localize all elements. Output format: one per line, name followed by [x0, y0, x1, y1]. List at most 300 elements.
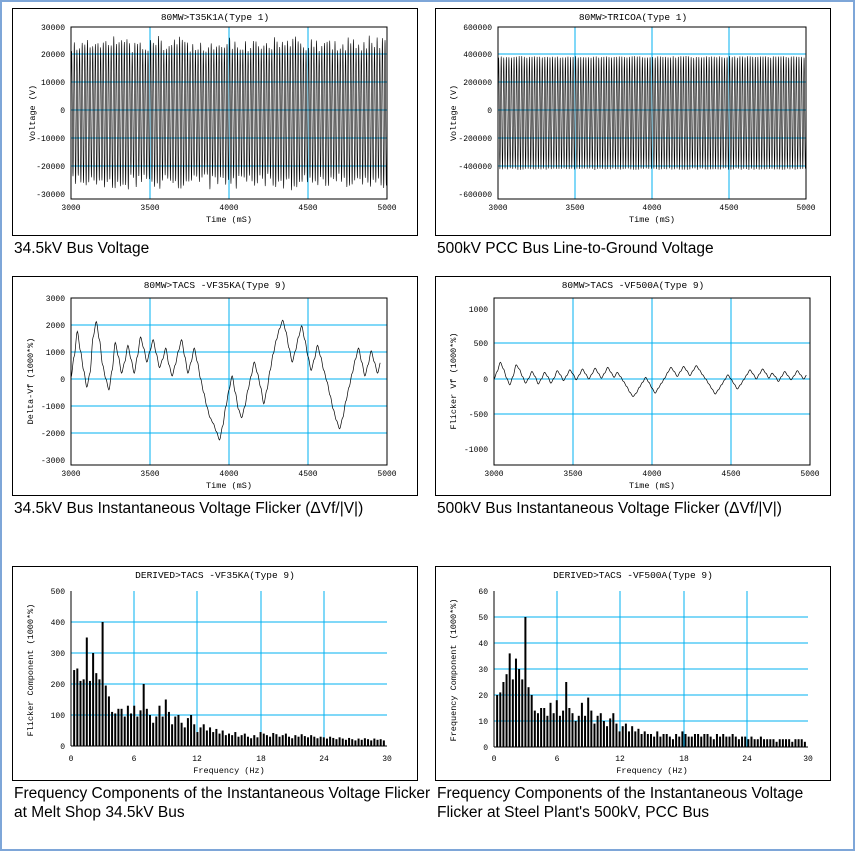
spectrum-bar [499, 692, 501, 747]
x-tick-label: 3500 [140, 204, 160, 213]
spectrum-bar [757, 739, 759, 747]
spectrum-bar [644, 731, 646, 747]
spectrum-bar [675, 734, 677, 747]
spectrum-bar [716, 734, 718, 747]
spectrum-bar [619, 731, 621, 747]
x-tick-label: 3000 [484, 470, 504, 479]
y-axis-label: Delta-Vf (1000*%) [26, 337, 36, 425]
spectrum-bar [521, 679, 523, 747]
spectrum-bar [241, 735, 243, 746]
x-tick-label: 4000 [642, 204, 662, 213]
y-tick-label: -2000 [40, 430, 65, 439]
x-tick-label: 0 [68, 755, 74, 764]
y-tick-label: -400000 [458, 163, 492, 172]
x-tick-label: 4500 [719, 204, 739, 213]
y-tick-label: 3000 [45, 295, 65, 304]
spectrum-bar [361, 740, 363, 746]
spectrum-bar [260, 732, 262, 746]
spectrum-bar [288, 737, 290, 746]
spectrum-bar [528, 687, 530, 747]
spectrum-bar [798, 739, 800, 747]
spectrum-bar [512, 679, 514, 747]
spectrum-bar [593, 724, 595, 747]
spectrum-bar [83, 679, 85, 746]
spectrum-bar [320, 737, 322, 746]
spectrum-bar [804, 742, 806, 747]
spectrum-bar [152, 723, 154, 746]
y-tick-label: 500 [473, 340, 488, 349]
spectrum-bar [269, 737, 271, 746]
flicker-trace [71, 320, 380, 440]
spectrum-bar [158, 706, 160, 746]
x-tick-label: 12 [192, 755, 202, 764]
spectrum-bar [237, 737, 239, 746]
y-tick-label: 200 [50, 681, 65, 690]
spectrum-bar [219, 734, 221, 746]
spectrum-bars [496, 617, 806, 747]
y-tick-label: 1000 [45, 349, 65, 358]
y-tick-label: 30000 [40, 24, 65, 33]
spectrum-bar [550, 703, 552, 747]
spectrum-bar [543, 708, 545, 747]
plot-title: 80MW>TACS -VF35KA(Type 9) [143, 280, 287, 291]
x-tick-label: 5000 [800, 470, 820, 479]
spectrum-bar [631, 726, 633, 747]
spectrum-bar [326, 739, 328, 746]
spectrum-bar [772, 739, 774, 747]
spectrum-bar [572, 713, 574, 747]
y-tick-label: 50 [478, 614, 488, 623]
spectrum-bar [323, 737, 325, 746]
panel-caption: Frequency Components of the Instantaneous Voltage Flicker at Melt Shop 34.5kV Bus [14, 785, 431, 821]
spectrum-bar [534, 711, 536, 747]
x-tick-label: 6 [131, 755, 137, 764]
spectrum-bar [650, 734, 652, 747]
spectrum-bar [79, 681, 81, 746]
x-axis-label: Time (mS) [629, 215, 675, 225]
spectrum-bar [86, 638, 88, 747]
spectrum-bar [681, 731, 683, 747]
y-tick-label: 20 [478, 692, 488, 701]
y-tick-label: 200000 [463, 79, 492, 88]
spectrum-bar [367, 739, 369, 746]
spectrum-bar [713, 739, 715, 747]
spectrum-bar [531, 695, 533, 747]
spectrum-bar [332, 738, 334, 746]
spectrum-bar [641, 734, 643, 747]
spectrum-bar [518, 669, 520, 747]
spectrum-bar [95, 673, 97, 746]
spectrum-bar [540, 708, 542, 747]
x-axis-label: Frequency (Hz) [193, 766, 265, 776]
x-tick-label: 3500 [140, 470, 160, 479]
y-tick-label: 10 [478, 718, 488, 727]
spectrum-bar [609, 718, 611, 747]
spectrum-bar [206, 731, 208, 747]
y-tick-label: 1000 [468, 306, 488, 315]
spectrum-bar [663, 734, 665, 747]
y-tick-label: -20000 [36, 163, 65, 172]
plot-500kv-flicker [435, 276, 831, 496]
x-tick-label: 0 [491, 755, 497, 764]
spectrum-bar [622, 726, 624, 747]
spectrum-bar [741, 737, 743, 747]
spectrum-bar [165, 700, 167, 747]
y-tick-label: 2000 [45, 322, 65, 331]
panel-grid [12, 8, 847, 847]
spectrum-bar [581, 703, 583, 747]
y-tick-label: 400 [50, 619, 65, 628]
spectrum-bar [329, 737, 331, 746]
spectrum-bar [565, 682, 567, 747]
spectrum-bar [732, 734, 734, 747]
spectrum-bar [146, 709, 148, 746]
y-tick-label: 10000 [40, 79, 65, 88]
spectrum-bar [612, 713, 614, 747]
spectrum-bar [794, 739, 796, 747]
spectrum-bar [776, 742, 778, 747]
y-tick-label: 20000 [40, 51, 65, 60]
x-tick-label: 3000 [488, 204, 508, 213]
spectrum-bar [291, 738, 293, 746]
spectrum-bar [637, 729, 639, 747]
plot-title: 80MW>TACS -VF500A(Type 9) [561, 280, 705, 291]
y-tick-label: 100 [50, 712, 65, 721]
spectrum-bar [111, 712, 113, 746]
spectrum-bar [710, 737, 712, 747]
spectrum-bar [694, 734, 696, 747]
spectrum-bar [140, 710, 142, 746]
spectrum-bar [750, 737, 752, 747]
spectrum-bar [559, 716, 561, 747]
spectrum-bar [149, 715, 151, 746]
x-tick-label: 3000 [61, 204, 81, 213]
spectrum-bar [171, 724, 173, 746]
spectrum-bar [587, 698, 589, 747]
spectrum-bar [200, 727, 202, 746]
spectrum-bar [656, 731, 658, 747]
y-tick-label: 300 [50, 650, 65, 659]
spectrum-bar [121, 709, 123, 746]
spectrum-bar [606, 726, 608, 747]
spectrum-bar [117, 709, 119, 746]
plot-title: DERIVED>TACS -VF35KA(Type 9) [135, 570, 295, 581]
spectrum-bar [546, 716, 548, 747]
spectrum-bar [744, 737, 746, 747]
spectrum-bar [691, 737, 693, 747]
y-tick-label: -1000 [40, 403, 65, 412]
panel-caption: 500kV Bus Instantaneous Voltage Flicker (ΔVf/|V|) [437, 500, 782, 517]
x-tick-label: 5000 [796, 204, 816, 213]
spectrum-bar [231, 735, 233, 746]
spectrum-bar [272, 733, 274, 746]
spectrum-bar [659, 737, 661, 747]
spectrum-bar [722, 734, 724, 747]
x-axis-label: Time (mS) [206, 481, 252, 491]
spectrum-bar [181, 723, 183, 746]
spectrum-bar [187, 718, 189, 746]
spectrum-bar [782, 739, 784, 747]
y-axis-label: Flicker Vf (1000*%) [449, 332, 459, 430]
spectrum-bar [763, 739, 765, 747]
plot-title: DERIVED>TACS -VF500A(Type 9) [553, 570, 713, 581]
x-tick-label: 18 [256, 755, 266, 764]
spectrum-bar [234, 732, 236, 746]
spectrum-bar [735, 737, 737, 747]
spectrum-bar [578, 716, 580, 747]
y-tick-label: -10000 [36, 135, 65, 144]
y-tick-label: -200000 [458, 135, 492, 144]
spectrum-bar [162, 717, 164, 746]
x-tick-label: 4500 [721, 470, 741, 479]
spectrum-bar [625, 724, 627, 747]
spectrum-bar [215, 729, 217, 746]
spectrum-bar [313, 737, 315, 746]
spectrum-bar [92, 653, 94, 746]
spectrum-bar [666, 734, 668, 747]
spectrum-bar [779, 739, 781, 747]
spectrum-bar [553, 713, 555, 747]
y-tick-label: 500 [50, 588, 65, 597]
spectrum-bar [294, 735, 296, 746]
panel-500kv-spectrum [435, 566, 847, 847]
spectrum-bar [256, 737, 258, 746]
spectrum-bar [212, 732, 214, 746]
x-tick-label: 4000 [219, 470, 239, 479]
spectrum-bar [190, 715, 192, 746]
y-tick-label: -600000 [458, 191, 492, 200]
spectrum-bar [515, 659, 517, 747]
spectrum-bar [193, 724, 195, 746]
x-tick-label: 18 [679, 755, 689, 764]
spectrum-bar [102, 622, 104, 746]
plot-34kv-flicker [12, 276, 418, 496]
spectrum-bar [653, 737, 655, 747]
spectrum-bar [177, 715, 179, 746]
spectrum-bar [358, 739, 360, 746]
plot-title: 80MW>TRICOA(Type 1) [578, 12, 688, 23]
y-tick-label: 0 [60, 743, 65, 752]
x-axis-label: Time (mS) [206, 215, 252, 225]
plot-canvas [436, 567, 830, 780]
panel-34kv-spectrum [12, 566, 435, 847]
y-axis-label: Flicker Component (1000*%) [26, 603, 36, 737]
y-tick-label: 0 [483, 744, 488, 753]
spectrum-bar [791, 742, 793, 747]
y-axis-label: Voltage (V) [28, 84, 38, 142]
spectrum-bar [174, 717, 176, 746]
spectrum-bar [155, 717, 157, 746]
spectrum-bar [747, 739, 749, 747]
panel-500kv-flicker [435, 276, 847, 566]
spectrum-bar [370, 740, 372, 746]
spectrum-bar [703, 734, 705, 747]
y-tick-label: 0 [483, 376, 488, 385]
spectrum-bar [496, 695, 498, 747]
spectrum-bar [647, 734, 649, 747]
spectrum-bar [354, 740, 356, 746]
spectrum-bar [383, 740, 385, 746]
spectrum-bar [669, 737, 671, 747]
spectrum-bar [348, 738, 350, 746]
plot-34kv-bus-voltage [12, 8, 418, 236]
spectrum-bar [76, 669, 78, 747]
spectrum-bar [719, 737, 721, 747]
spectrum-bar [685, 734, 687, 747]
x-tick-label: 3000 [61, 470, 81, 479]
spectrum-bar [247, 737, 249, 746]
y-tick-label: 0 [487, 107, 492, 116]
x-tick-label: 4500 [298, 470, 318, 479]
x-axis-label: Time (mS) [629, 481, 675, 491]
spectrum-bar [203, 724, 205, 746]
spectrum-bar [184, 727, 186, 746]
panel-caption: 500kV PCC Bus Line-to-Ground Voltage [437, 240, 714, 257]
x-tick-label: 30 [382, 755, 392, 764]
spectrum-bar [225, 735, 227, 746]
spectrum-bar [73, 670, 75, 746]
spectrum-bar [509, 653, 511, 747]
y-axis-label: Voltage (V) [449, 84, 459, 142]
spectrum-bar [556, 700, 558, 747]
panel-caption: Frequency Components of the Instantaneous Voltage Flicker at Steel Plant's 500kV, PCC Bus [437, 785, 804, 821]
spectrum-bar [279, 737, 281, 746]
spectrum-bar [98, 679, 100, 746]
spectrum-bar [136, 717, 138, 746]
y-tick-label: 400000 [463, 51, 492, 60]
plot-canvas [13, 277, 417, 495]
spectrum-bar [769, 739, 771, 747]
spectrum-bar [785, 739, 787, 747]
spectrum-bar [244, 734, 246, 746]
spectrum-bar [275, 734, 277, 746]
spectrum-bar [738, 739, 740, 747]
spectrum-bar [373, 739, 375, 746]
spectrum-bar [298, 737, 300, 746]
spectrum-bar [282, 735, 284, 746]
spectrum-bar [377, 740, 379, 746]
spectrum-bar [196, 732, 198, 746]
spectrum-bar [688, 737, 690, 747]
spectrum-bar [301, 734, 303, 746]
spectrum-bar [339, 737, 341, 746]
spectrum-bar [351, 739, 353, 746]
spectrum-bar [342, 739, 344, 746]
spectrum-bar [266, 735, 268, 746]
spectrum-bar [108, 696, 110, 746]
x-tick-label: 3500 [565, 204, 585, 213]
spectrum-bar [788, 739, 790, 747]
x-axis-label: Frequency (Hz) [616, 766, 688, 776]
plot-canvas [13, 567, 417, 780]
spectrum-bar [130, 713, 132, 746]
spectrum-bar [143, 684, 145, 746]
spectrum-bar [310, 735, 312, 746]
x-tick-label: 24 [742, 755, 752, 764]
spectrum-bar [615, 724, 617, 747]
spectrum-bar [678, 737, 680, 747]
spectrum-bar [105, 686, 107, 746]
spectrum-bar [209, 727, 211, 746]
x-tick-label: 3500 [563, 470, 583, 479]
panel-500kv-pcc-voltage [435, 8, 847, 276]
spectrum-bar [537, 713, 539, 747]
y-tick-label: -500 [468, 411, 488, 420]
spectrum-bar [307, 737, 309, 746]
spectrum-bar [124, 717, 126, 746]
spectrum-bar [250, 738, 252, 746]
x-tick-label: 6 [554, 755, 560, 764]
spectrum-bar [801, 739, 803, 747]
spectrum-bar [502, 682, 504, 747]
spectrum-bar [575, 721, 577, 747]
spectrum-bar [263, 734, 265, 746]
plot-500kv-spectrum [435, 566, 831, 781]
spectrum-bar [766, 739, 768, 747]
x-tick-label: 5000 [377, 204, 397, 213]
y-tick-label: 600000 [463, 24, 492, 33]
spectrum-bar [304, 736, 306, 746]
spectrum-bar [364, 738, 366, 746]
x-tick-label: 24 [319, 755, 329, 764]
spectrum-bar [600, 713, 602, 747]
spectrum-bar [506, 674, 508, 747]
spectrum-bar [524, 617, 526, 747]
y-tick-label: -30000 [36, 191, 65, 200]
y-tick-label: 40 [478, 640, 488, 649]
spectrum-bar [707, 734, 709, 747]
spectrum-bar [597, 716, 599, 747]
spectrum-bar [228, 734, 230, 746]
x-tick-label: 30 [803, 755, 813, 764]
spectrum-bar [345, 740, 347, 746]
y-tick-label: 60 [478, 588, 488, 597]
panel-34kv-bus-voltage [12, 8, 435, 276]
spectrum-bar [603, 721, 605, 747]
spectrum-bar [316, 738, 318, 746]
plot-canvas [436, 9, 830, 235]
panel-caption: 34.5kV Bus Instantaneous Voltage Flicker (ΔVf/|V|) [14, 500, 364, 517]
spectrum-bar [568, 708, 570, 747]
x-tick-label: 4000 [219, 204, 239, 213]
panel-caption: 34.5kV Bus Voltage [14, 240, 150, 257]
spectrum-bar [222, 731, 224, 747]
plot-canvas [436, 277, 830, 495]
y-tick-label: -1000 [463, 446, 488, 455]
spectrum-bar [584, 716, 586, 747]
spectrum-bar [700, 737, 702, 747]
plot-34kv-spectrum [12, 566, 418, 781]
panel-34kv-flicker [12, 276, 435, 566]
spectrum-bar [628, 731, 630, 747]
spectrum-bar [729, 737, 731, 747]
spectrum-bar [725, 737, 727, 747]
y-tick-label: 30 [478, 666, 488, 675]
spectrum-bar [760, 737, 762, 747]
spectrum-bar [590, 711, 592, 747]
y-tick-label: -3000 [40, 457, 65, 466]
spectrum-bar [89, 681, 91, 746]
spectrum-bar [285, 734, 287, 746]
spectrum-bar [114, 713, 116, 746]
spectrum-bar [253, 735, 255, 746]
plot-canvas [13, 9, 417, 235]
spectrum-bar [562, 711, 564, 747]
spectrum-bar [634, 731, 636, 747]
spectrum-bar [380, 739, 382, 746]
y-tick-label: 0 [60, 107, 65, 116]
spectrum-bar [168, 712, 170, 746]
